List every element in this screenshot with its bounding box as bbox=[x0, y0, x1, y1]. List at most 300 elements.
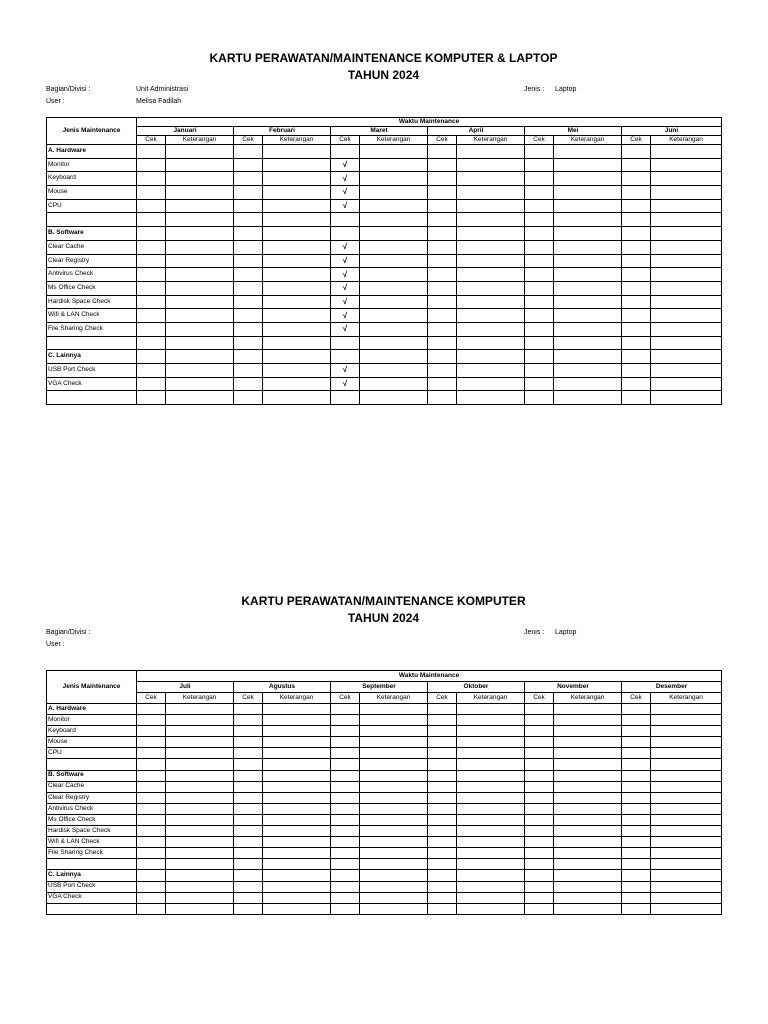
table-row bbox=[47, 837, 722, 848]
cek-cell bbox=[137, 903, 166, 914]
cek-cell bbox=[622, 704, 651, 715]
keterangan-cell bbox=[554, 145, 622, 159]
keterangan-header: Keterangan bbox=[166, 693, 234, 704]
keterangan-header: Keterangan bbox=[554, 693, 622, 704]
cek-cell bbox=[331, 814, 360, 825]
item-label: Monitor bbox=[47, 158, 137, 172]
keterangan-cell bbox=[360, 391, 428, 405]
keterangan-cell bbox=[457, 881, 525, 892]
keterangan-cell bbox=[554, 759, 622, 770]
keterangan-cell bbox=[166, 295, 234, 309]
cek-cell bbox=[622, 792, 651, 803]
keterangan-cell bbox=[457, 859, 525, 870]
table-row bbox=[47, 715, 722, 726]
cek-cell bbox=[622, 748, 651, 759]
cek-cell bbox=[234, 837, 263, 848]
table-row bbox=[47, 903, 722, 914]
keterangan-cell bbox=[263, 881, 331, 892]
cek-cell bbox=[428, 715, 457, 726]
month-header: September bbox=[331, 682, 428, 693]
keterangan-cell bbox=[263, 213, 331, 227]
keterangan-cell bbox=[651, 186, 722, 200]
cek-cell bbox=[622, 715, 651, 726]
keterangan-cell bbox=[457, 792, 525, 803]
keterangan-cell bbox=[360, 859, 428, 870]
cek-cell bbox=[428, 391, 457, 405]
item-label bbox=[47, 336, 137, 350]
cek-cell bbox=[428, 781, 457, 792]
section-label: B. Software bbox=[47, 227, 137, 241]
keterangan-cell bbox=[166, 704, 234, 715]
keterangan-cell bbox=[554, 186, 622, 200]
cek-cell bbox=[331, 859, 360, 870]
item-label: Mouse bbox=[47, 186, 137, 200]
keterangan-cell bbox=[360, 848, 428, 859]
keterangan-cell bbox=[166, 837, 234, 848]
keterangan-cell bbox=[554, 199, 622, 213]
keterangan-cell bbox=[457, 759, 525, 770]
cek-cell bbox=[428, 309, 457, 323]
keterangan-cell bbox=[554, 814, 622, 825]
cek-cell bbox=[525, 759, 554, 770]
cek-cell bbox=[622, 377, 651, 391]
cek-cell bbox=[234, 726, 263, 737]
keterangan-cell bbox=[554, 377, 622, 391]
keterangan-cell bbox=[554, 870, 622, 881]
keterangan-cell bbox=[554, 792, 622, 803]
cek-cell bbox=[331, 715, 360, 726]
keterangan-cell bbox=[554, 364, 622, 378]
check-mark: √ bbox=[331, 309, 360, 323]
month-header: Mei bbox=[525, 127, 622, 136]
table-row bbox=[47, 759, 722, 770]
keterangan-cell bbox=[360, 309, 428, 323]
keterangan-cell bbox=[360, 792, 428, 803]
cek-cell bbox=[428, 186, 457, 200]
keterangan-header: Keterangan bbox=[360, 693, 428, 704]
table-row bbox=[47, 336, 722, 350]
check-mark: √ bbox=[331, 364, 360, 378]
cek-cell bbox=[428, 213, 457, 227]
keterangan-cell bbox=[166, 826, 234, 837]
keterangan-cell bbox=[166, 158, 234, 172]
jenis-label: Jenis : bbox=[524, 629, 545, 636]
cek-cell bbox=[622, 322, 651, 336]
keterangan-cell bbox=[166, 881, 234, 892]
keterangan-cell bbox=[263, 295, 331, 309]
table-row bbox=[47, 364, 722, 378]
keterangan-cell bbox=[263, 715, 331, 726]
header-row bbox=[47, 118, 722, 127]
keterangan-cell bbox=[554, 903, 622, 914]
cek-cell bbox=[137, 268, 166, 282]
waktu-maintenance-header: Waktu Maintenance bbox=[137, 118, 722, 127]
keterangan-cell bbox=[651, 903, 722, 914]
cek-cell bbox=[622, 770, 651, 781]
item-label: USB Port Check bbox=[47, 881, 137, 892]
item-label: CPU bbox=[47, 199, 137, 213]
cek-cell bbox=[622, 227, 651, 241]
cek-cell bbox=[622, 781, 651, 792]
keterangan-cell bbox=[166, 814, 234, 825]
cek-cell bbox=[525, 199, 554, 213]
cek-cell bbox=[137, 336, 166, 350]
keterangan-cell bbox=[263, 848, 331, 859]
table-row bbox=[47, 295, 722, 309]
cek-cell bbox=[234, 748, 263, 759]
item-label: Hardisk Space Check bbox=[47, 295, 137, 309]
table-row bbox=[47, 848, 722, 859]
cek-cell bbox=[622, 254, 651, 268]
keterangan-header: Keterangan bbox=[166, 136, 234, 145]
keterangan-cell bbox=[651, 770, 722, 781]
cek-cell bbox=[622, 364, 651, 378]
cek-cell bbox=[622, 213, 651, 227]
keterangan-cell bbox=[457, 172, 525, 186]
cek-cell bbox=[137, 240, 166, 254]
keterangan-cell bbox=[651, 268, 722, 282]
section-row bbox=[47, 770, 722, 781]
cek-cell bbox=[428, 848, 457, 859]
keterangan-cell bbox=[554, 158, 622, 172]
keterangan-cell bbox=[554, 172, 622, 186]
keterangan-cell bbox=[651, 848, 722, 859]
cek-cell bbox=[234, 826, 263, 837]
cek-cell bbox=[525, 254, 554, 268]
cek-header: Cek bbox=[428, 693, 457, 704]
keterangan-cell bbox=[457, 803, 525, 814]
keterangan-cell bbox=[457, 837, 525, 848]
item-label bbox=[47, 213, 137, 227]
cek-cell bbox=[622, 759, 651, 770]
subheader-row bbox=[47, 693, 722, 704]
cek-cell bbox=[234, 240, 263, 254]
keterangan-cell bbox=[651, 792, 722, 803]
keterangan-cell bbox=[360, 770, 428, 781]
cek-cell bbox=[428, 336, 457, 350]
cek-header: Cek bbox=[331, 136, 360, 145]
keterangan-header: Keterangan bbox=[651, 693, 722, 704]
check-mark: √ bbox=[331, 186, 360, 200]
cek-cell bbox=[428, 726, 457, 737]
keterangan-cell bbox=[263, 391, 331, 405]
cek-cell bbox=[331, 227, 360, 241]
keterangan-cell bbox=[554, 281, 622, 295]
cek-cell bbox=[428, 770, 457, 781]
keterangan-cell bbox=[360, 268, 428, 282]
keterangan-cell bbox=[360, 748, 428, 759]
card-meta bbox=[46, 627, 721, 651]
keterangan-cell bbox=[457, 826, 525, 837]
keterangan-cell bbox=[166, 336, 234, 350]
cek-cell bbox=[525, 172, 554, 186]
keterangan-cell bbox=[166, 391, 234, 405]
keterangan-cell bbox=[166, 199, 234, 213]
keterangan-cell bbox=[651, 281, 722, 295]
user-value: Melisa Fadilah bbox=[136, 98, 182, 105]
section-label: A. Hardware bbox=[47, 704, 137, 715]
keterangan-cell bbox=[263, 814, 331, 825]
keterangan-cell bbox=[360, 870, 428, 881]
cek-cell bbox=[428, 322, 457, 336]
keterangan-cell bbox=[263, 903, 331, 914]
cek-cell bbox=[428, 737, 457, 748]
keterangan-cell bbox=[457, 350, 525, 364]
cek-cell bbox=[234, 859, 263, 870]
item-label bbox=[47, 859, 137, 870]
keterangan-cell bbox=[457, 377, 525, 391]
table-row bbox=[47, 158, 722, 172]
check-mark: √ bbox=[331, 377, 360, 391]
table-row bbox=[47, 814, 722, 825]
keterangan-header: Keterangan bbox=[651, 136, 722, 145]
item-label: Clear Registry bbox=[47, 254, 137, 268]
keterangan-cell bbox=[166, 792, 234, 803]
keterangan-cell bbox=[166, 227, 234, 241]
cek-cell bbox=[622, 881, 651, 892]
keterangan-cell bbox=[554, 268, 622, 282]
keterangan-cell bbox=[651, 726, 722, 737]
bagian-value: Unit Administrasi bbox=[136, 86, 189, 93]
cek-cell bbox=[622, 309, 651, 323]
item-label: Clear Registry bbox=[47, 792, 137, 803]
cek-cell bbox=[331, 792, 360, 803]
keterangan-cell bbox=[166, 350, 234, 364]
cek-cell bbox=[137, 254, 166, 268]
keterangan-cell bbox=[457, 848, 525, 859]
keterangan-cell bbox=[263, 336, 331, 350]
cek-cell bbox=[234, 704, 263, 715]
cek-cell bbox=[525, 391, 554, 405]
cek-cell bbox=[525, 309, 554, 323]
section-row bbox=[47, 704, 722, 715]
cek-cell bbox=[137, 322, 166, 336]
keterangan-cell bbox=[457, 704, 525, 715]
cek-cell bbox=[525, 377, 554, 391]
month-header: Januari bbox=[137, 127, 234, 136]
keterangan-cell bbox=[651, 859, 722, 870]
cek-cell bbox=[137, 759, 166, 770]
keterangan-cell bbox=[360, 227, 428, 241]
keterangan-cell bbox=[263, 322, 331, 336]
keterangan-cell bbox=[360, 240, 428, 254]
table-row bbox=[47, 792, 722, 803]
keterangan-cell bbox=[554, 715, 622, 726]
keterangan-cell bbox=[554, 391, 622, 405]
keterangan-cell bbox=[457, 892, 525, 903]
month-header: Juni bbox=[622, 127, 722, 136]
keterangan-cell bbox=[360, 364, 428, 378]
keterangan-cell bbox=[263, 199, 331, 213]
jenis-value: Laptop bbox=[555, 629, 577, 636]
keterangan-cell bbox=[457, 870, 525, 881]
keterangan-cell bbox=[166, 748, 234, 759]
item-label bbox=[47, 903, 137, 914]
cek-cell bbox=[622, 268, 651, 282]
keterangan-cell bbox=[457, 336, 525, 350]
keterangan-cell bbox=[457, 186, 525, 200]
cek-cell bbox=[234, 254, 263, 268]
cek-cell bbox=[331, 781, 360, 792]
keterangan-cell bbox=[263, 759, 331, 770]
cek-cell bbox=[622, 158, 651, 172]
keterangan-cell bbox=[263, 377, 331, 391]
cek-cell bbox=[622, 892, 651, 903]
user-label: User : bbox=[46, 98, 65, 105]
keterangan-cell bbox=[166, 240, 234, 254]
cek-cell bbox=[525, 322, 554, 336]
keterangan-cell bbox=[457, 715, 525, 726]
keterangan-cell bbox=[263, 837, 331, 848]
keterangan-cell bbox=[360, 186, 428, 200]
keterangan-cell bbox=[651, 837, 722, 848]
keterangan-cell bbox=[360, 377, 428, 391]
item-label bbox=[47, 391, 137, 405]
keterangan-cell bbox=[651, 781, 722, 792]
keterangan-cell bbox=[554, 726, 622, 737]
cek-cell bbox=[137, 213, 166, 227]
keterangan-cell bbox=[360, 892, 428, 903]
keterangan-cell bbox=[166, 145, 234, 159]
cek-cell bbox=[428, 295, 457, 309]
item-label: USB Port Check bbox=[47, 364, 137, 378]
cek-cell bbox=[428, 792, 457, 803]
keterangan-cell bbox=[263, 281, 331, 295]
keterangan-cell bbox=[651, 158, 722, 172]
item-label: Keyboard bbox=[47, 172, 137, 186]
table-row bbox=[47, 826, 722, 837]
cek-cell bbox=[428, 364, 457, 378]
check-mark: √ bbox=[331, 199, 360, 213]
keterangan-cell bbox=[651, 715, 722, 726]
table-row bbox=[47, 172, 722, 186]
keterangan-cell bbox=[166, 759, 234, 770]
cek-cell bbox=[622, 336, 651, 350]
keterangan-cell bbox=[554, 837, 622, 848]
keterangan-cell bbox=[457, 158, 525, 172]
cek-cell bbox=[622, 391, 651, 405]
cek-cell bbox=[234, 213, 263, 227]
keterangan-cell bbox=[263, 350, 331, 364]
keterangan-cell bbox=[651, 759, 722, 770]
cek-cell bbox=[137, 364, 166, 378]
keterangan-cell bbox=[457, 737, 525, 748]
cek-cell bbox=[137, 227, 166, 241]
table-row bbox=[47, 748, 722, 759]
keterangan-cell bbox=[166, 309, 234, 323]
keterangan-cell bbox=[651, 814, 722, 825]
cek-cell bbox=[331, 892, 360, 903]
cek-cell bbox=[331, 350, 360, 364]
keterangan-header: Keterangan bbox=[457, 693, 525, 704]
cek-header: Cek bbox=[622, 136, 651, 145]
cek-cell bbox=[622, 870, 651, 881]
cek-cell bbox=[525, 881, 554, 892]
keterangan-cell bbox=[554, 350, 622, 364]
table-row bbox=[47, 186, 722, 200]
cek-cell bbox=[525, 814, 554, 825]
keterangan-cell bbox=[457, 295, 525, 309]
table-row bbox=[47, 377, 722, 391]
cek-cell bbox=[137, 792, 166, 803]
check-mark: √ bbox=[331, 158, 360, 172]
cek-cell bbox=[525, 781, 554, 792]
keterangan-cell bbox=[360, 881, 428, 892]
cek-cell bbox=[525, 803, 554, 814]
keterangan-cell bbox=[166, 803, 234, 814]
jenis-label: Jenis : bbox=[524, 86, 545, 93]
cek-cell bbox=[137, 848, 166, 859]
item-label: Wifi & LAN Check bbox=[47, 309, 137, 323]
cek-cell bbox=[137, 881, 166, 892]
cek-cell bbox=[331, 903, 360, 914]
cek-cell bbox=[525, 748, 554, 759]
keterangan-cell bbox=[554, 803, 622, 814]
cek-cell bbox=[137, 281, 166, 295]
cek-cell bbox=[428, 859, 457, 870]
cek-cell bbox=[525, 213, 554, 227]
cek-cell bbox=[525, 859, 554, 870]
cek-cell bbox=[622, 903, 651, 914]
keterangan-cell bbox=[263, 227, 331, 241]
cek-cell bbox=[137, 715, 166, 726]
keterangan-cell bbox=[554, 322, 622, 336]
keterangan-cell bbox=[457, 227, 525, 241]
bagian-label: Bagian/Divisi : bbox=[46, 629, 91, 636]
cek-cell bbox=[331, 213, 360, 227]
cek-cell bbox=[331, 336, 360, 350]
cek-cell bbox=[137, 172, 166, 186]
check-mark: √ bbox=[331, 322, 360, 336]
check-mark: √ bbox=[331, 281, 360, 295]
cek-cell bbox=[622, 848, 651, 859]
keterangan-cell bbox=[166, 172, 234, 186]
jenis-maintenance-header: Jenis Maintenance bbox=[47, 118, 137, 145]
keterangan-cell bbox=[263, 737, 331, 748]
cek-cell bbox=[525, 158, 554, 172]
keterangan-cell bbox=[263, 158, 331, 172]
section-label: B. Software bbox=[47, 770, 137, 781]
keterangan-cell bbox=[166, 781, 234, 792]
keterangan-cell bbox=[651, 350, 722, 364]
cek-header: Cek bbox=[428, 136, 457, 145]
keterangan-cell bbox=[651, 322, 722, 336]
cek-cell bbox=[428, 377, 457, 391]
table-row bbox=[47, 213, 722, 227]
cek-cell bbox=[234, 770, 263, 781]
keterangan-cell bbox=[263, 803, 331, 814]
cek-cell bbox=[234, 814, 263, 825]
month-header: Juli bbox=[137, 682, 234, 693]
cek-cell bbox=[525, 837, 554, 848]
cek-cell bbox=[622, 186, 651, 200]
cek-cell bbox=[234, 172, 263, 186]
keterangan-cell bbox=[457, 903, 525, 914]
keterangan-header: Keterangan bbox=[263, 693, 331, 704]
cek-cell bbox=[234, 881, 263, 892]
card-meta bbox=[46, 84, 721, 108]
keterangan-cell bbox=[651, 254, 722, 268]
month-header: Oktober bbox=[428, 682, 525, 693]
cek-cell bbox=[331, 759, 360, 770]
section-row bbox=[47, 145, 722, 159]
cek-cell bbox=[234, 759, 263, 770]
header-row bbox=[47, 671, 722, 682]
cek-cell bbox=[525, 726, 554, 737]
cek-cell bbox=[234, 892, 263, 903]
keterangan-cell bbox=[651, 227, 722, 241]
keterangan-cell bbox=[554, 826, 622, 837]
